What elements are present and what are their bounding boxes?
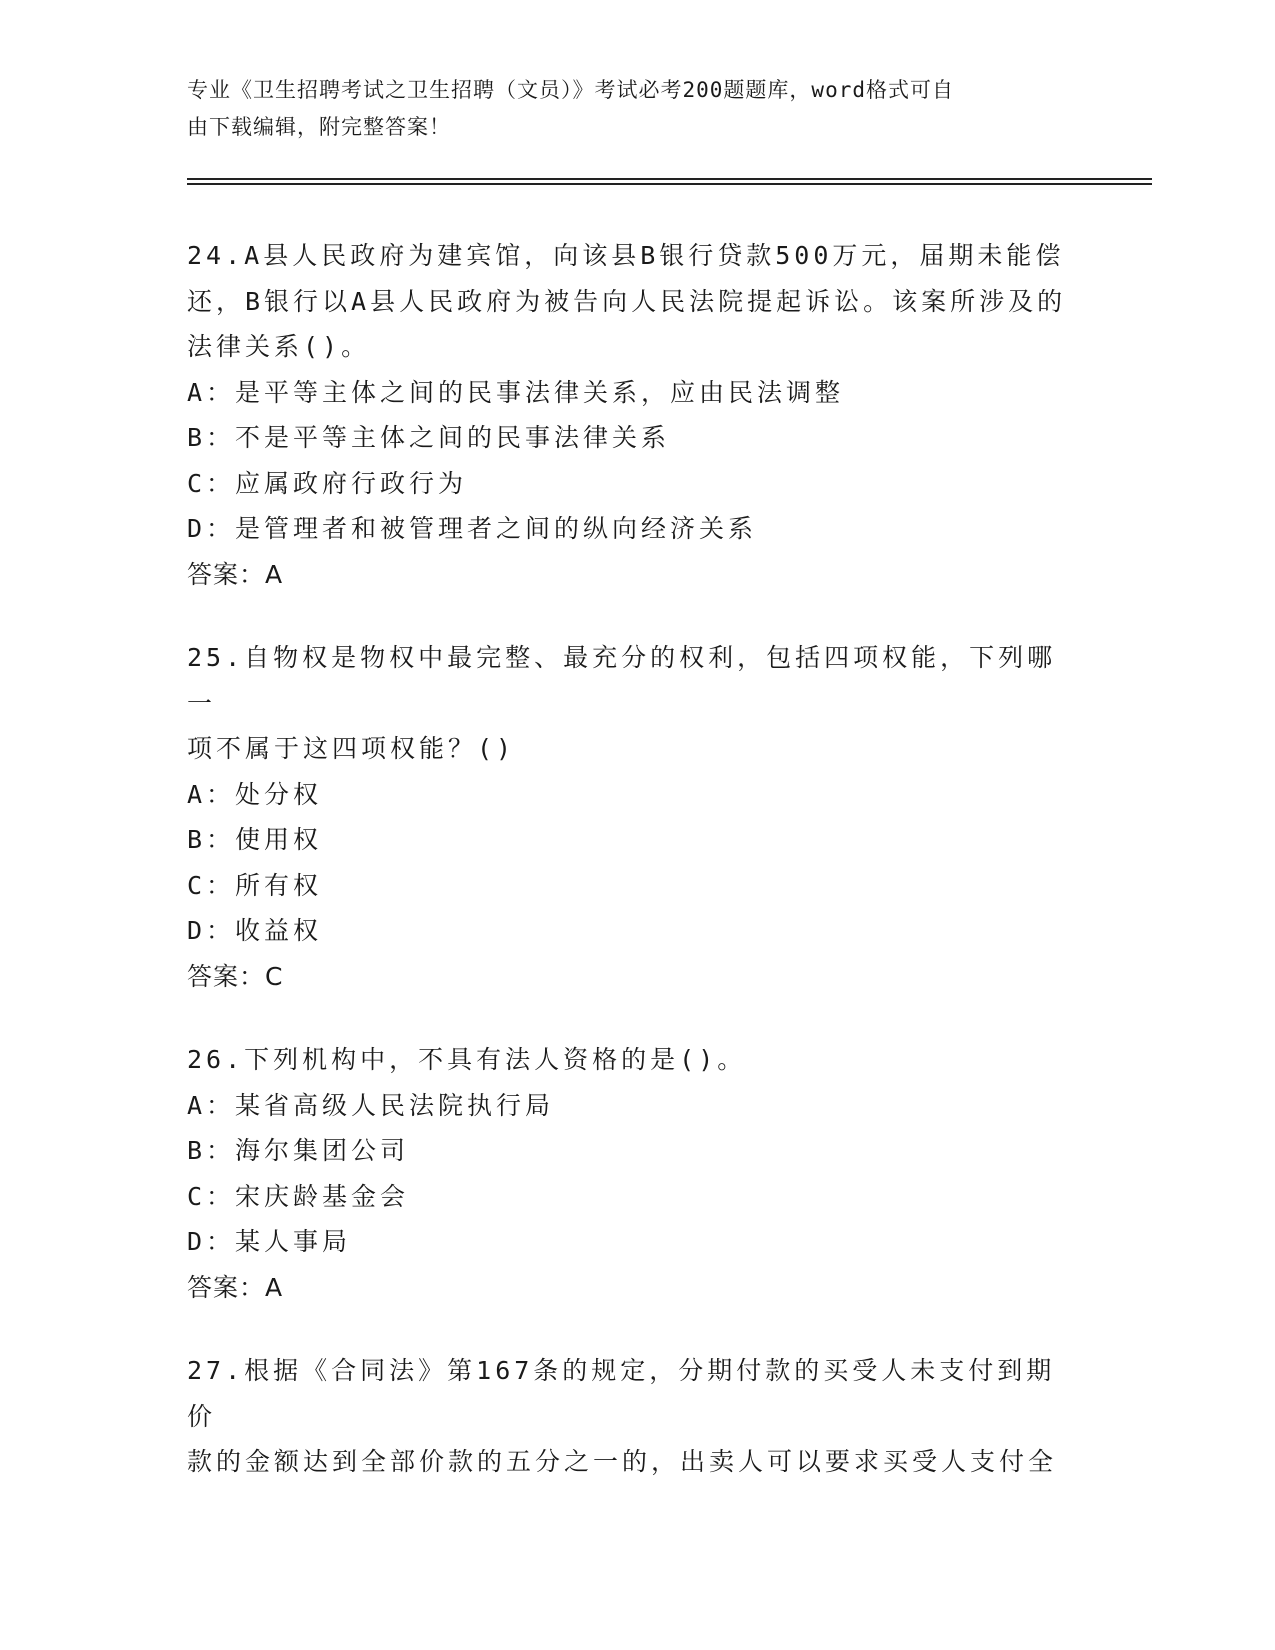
option-c: C：所有权: [187, 870, 323, 900]
option-d: D：是管理者和被管理者之间的纵向经济关系: [187, 514, 758, 543]
question-stem-line: 法律关系()。: [187, 332, 371, 361]
option-d: D：收益权: [187, 916, 323, 945]
header-rule-bottom: [187, 183, 1152, 185]
question-stem-line: 26.下列机构中，不具有法人资格的是()。: [187, 1045, 747, 1074]
option-c: C：宋庆龄基金会: [187, 1181, 410, 1211]
option-b: B：不是平等主体之间的民事法律关系: [187, 423, 671, 452]
question-stem-line: 25.自物权是物权中最完整、最充分的权利，包括四项权能，下列哪一: [187, 643, 1057, 718]
question-25: [187, 635, 1087, 999]
option-d: D：某人事局: [187, 1227, 352, 1256]
answer-line: 答案：C: [187, 961, 284, 991]
option-b: B：使用权: [187, 825, 323, 854]
question-stem-line: 项不属于这四项权能？(): [187, 734, 516, 763]
question-27: [187, 1348, 1087, 1485]
option-a: A：处分权: [187, 779, 323, 809]
option-a: A：某省高级人民法院执行局: [187, 1090, 555, 1120]
question-stem-line: 款的金额达到全部价款的五分之一的，出卖人可以要求买受人支付全: [187, 1447, 1058, 1476]
option-b: B：海尔集团公司: [187, 1136, 410, 1165]
question-26: [187, 1037, 1087, 1310]
header-line-2: 由下载编辑，附完整答案！: [187, 115, 451, 139]
question-list: [187, 233, 1087, 1523]
question-24: [187, 233, 1087, 597]
question-stem-line: 24.A县人民政府为建宾馆，向该县B银行贷款500万元，届期未能偿: [187, 241, 1065, 270]
document-header: [187, 72, 1067, 146]
header-rule-top: [187, 178, 1152, 180]
option-a: A：是平等主体之间的民事法律关系，应由民法调整: [187, 377, 845, 407]
question-stem-line: 27.根据《合同法》第167条的规定，分期付款的买受人未支付到期价: [187, 1356, 1056, 1431]
answer-line: 答案：A: [187, 559, 284, 589]
option-c: C：应属政府行政行为: [187, 468, 468, 498]
header-line-1: 专业《卫生招聘考试之卫生招聘（文员）》考试必考200题题库，word格式可自: [187, 78, 954, 102]
answer-line: 答案：A: [187, 1272, 284, 1302]
question-stem-line: 还，B银行以A县人民政府为被告向人民法院提起诉讼。该案所涉及的: [187, 286, 1067, 316]
